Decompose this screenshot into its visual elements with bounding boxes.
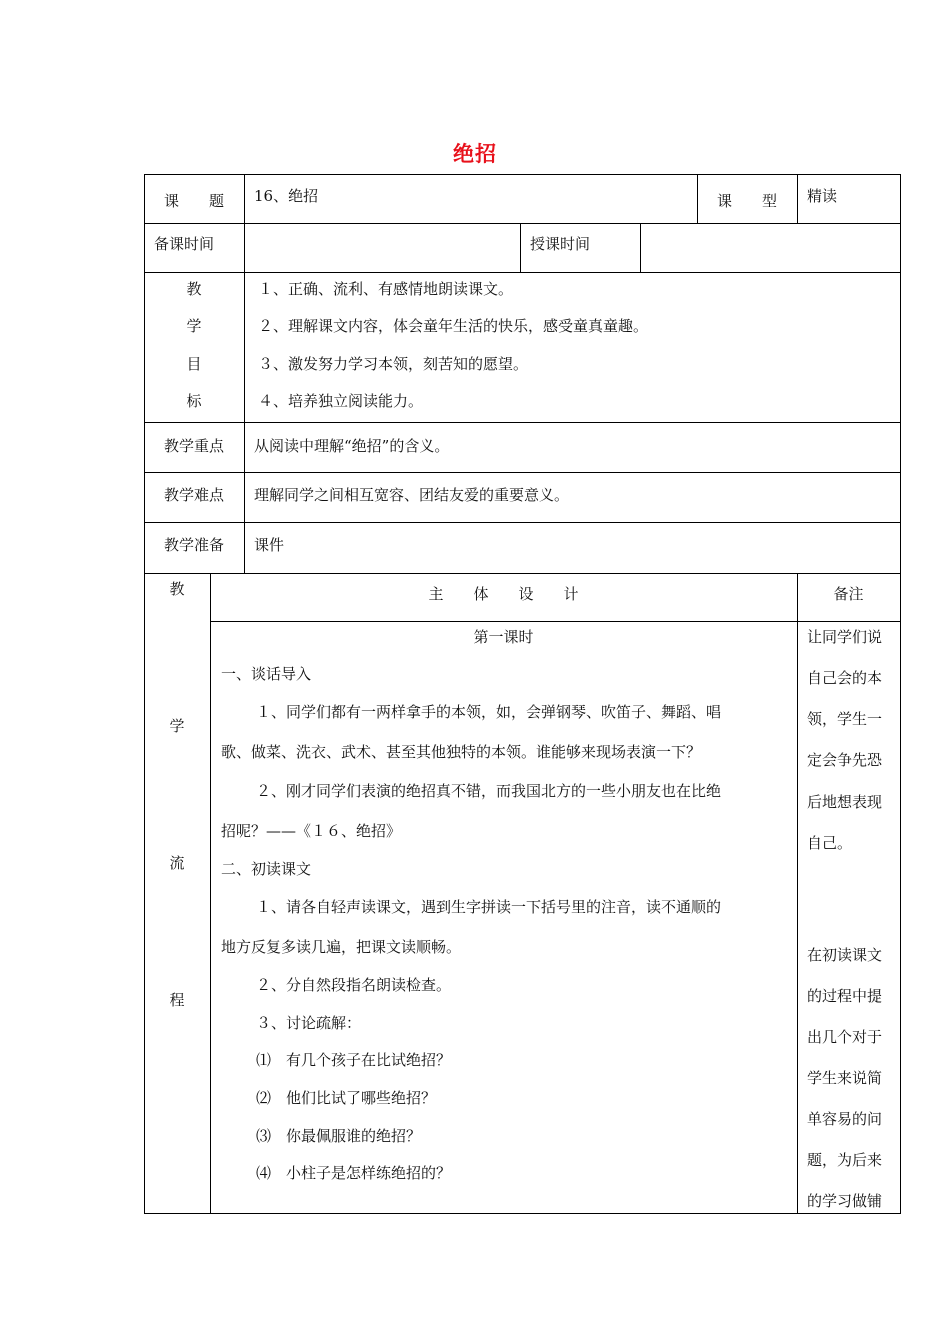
note-line: 在初读课文 xyxy=(807,946,883,964)
section-heading: 一、谈话导入 xyxy=(221,665,312,683)
goals-label-char: 标 xyxy=(186,392,202,410)
process-label-char: 教 xyxy=(169,580,185,598)
prep-time-label: 备课时间 xyxy=(154,235,215,253)
focus-value: 从阅读中理解“绝招”的含义。 xyxy=(254,437,450,455)
topic-label: 课 题 xyxy=(163,192,224,210)
topic-value: 16、绝招 xyxy=(254,187,319,205)
note-line: 自己会的本 xyxy=(807,669,883,687)
page-title: 绝招 xyxy=(453,141,497,166)
design-line: 歌、做菜、洗衣、武术、甚至其他独特的本领。谁能够来现场表演一下？ xyxy=(221,743,702,761)
design-line: １、请各自轻声读课文，遇到生字拼读一下括号里的注音，读不通顺的 xyxy=(256,898,722,916)
design-header: 主 体 设 计 xyxy=(428,585,579,603)
goals-label-char: 目 xyxy=(186,355,202,373)
note-line: 自己。 xyxy=(807,834,853,852)
goals-label-char: 学 xyxy=(186,317,202,335)
note-line: 题，为后来 xyxy=(807,1151,883,1169)
preparation-label: 教学准备 xyxy=(163,536,224,554)
question-item: ⑴ 有几个孩子在比试绝招？ xyxy=(256,1051,452,1069)
section-heading: 二、初读课文 xyxy=(221,860,312,878)
goals-label-char: 教 xyxy=(186,280,202,298)
note-line: 的学习做铺 xyxy=(807,1192,883,1210)
question-item: ⑵ 他们比试了哪些绝招？ xyxy=(256,1089,437,1107)
note-line: 单容易的问 xyxy=(807,1110,883,1128)
goal-item: ２、理解课文内容，体会童年生活的快乐，感受童真童趣。 xyxy=(258,317,649,335)
design-line: １、同学们都有一两样拿手的本领，如，会弹钢琴、吹笛子、舞蹈、唱 xyxy=(256,703,722,721)
goal-item: ４、培养独立阅读能力。 xyxy=(258,392,424,410)
preparation-value: 课件 xyxy=(254,536,285,554)
focus-label: 教学重点 xyxy=(163,437,224,455)
question-item: ⑷ 小柱子是怎样练绝招的？ xyxy=(256,1164,452,1182)
design-line: ２、刚才同学们表演的绝招真不错，而我国北方的一些小朋友也在比绝 xyxy=(256,782,722,800)
note-line: 的过程中提 xyxy=(807,987,883,1005)
teach-time-label: 授课时间 xyxy=(530,235,591,253)
design-line: 地方反复多读几遍，把课文读顺畅。 xyxy=(221,938,462,956)
type-value: 精读 xyxy=(807,187,838,205)
process-label-char: 学 xyxy=(169,717,185,735)
goal-item: １、正确、流利、有感情地朗读课文。 xyxy=(258,280,514,298)
note-line: 后地想表现 xyxy=(807,793,883,811)
note-line: 出几个对于 xyxy=(807,1028,883,1046)
design-line: 招呢？——《１６、绝招》 xyxy=(221,822,402,840)
design-line: ２、分自然段指名朗读检查。 xyxy=(256,976,452,994)
design-line: ３、讨论疏解： xyxy=(256,1014,362,1032)
note-line: 让同学们说 xyxy=(807,628,883,646)
difficulty-value: 理解同学之间相互宽容、团结友爱的重要意义。 xyxy=(254,486,570,504)
type-label: 课 型 xyxy=(716,192,777,210)
note-line: 学生来说简 xyxy=(807,1069,883,1087)
notes-header: 备注 xyxy=(833,585,864,603)
note-line: 定会争先恐 xyxy=(807,751,883,769)
goal-item: ３、激发努力学习本领，刻苦知的愿望。 xyxy=(258,355,529,373)
difficulty-label: 教学难点 xyxy=(163,486,224,504)
note-line: 领，学生一 xyxy=(807,710,883,728)
question-item: ⑶ 你最佩服谁的绝招？ xyxy=(256,1127,422,1145)
process-label-char: 程 xyxy=(169,991,185,1009)
lesson-period-heading: 第一课时 xyxy=(473,628,534,646)
process-label-char: 流 xyxy=(169,854,185,872)
